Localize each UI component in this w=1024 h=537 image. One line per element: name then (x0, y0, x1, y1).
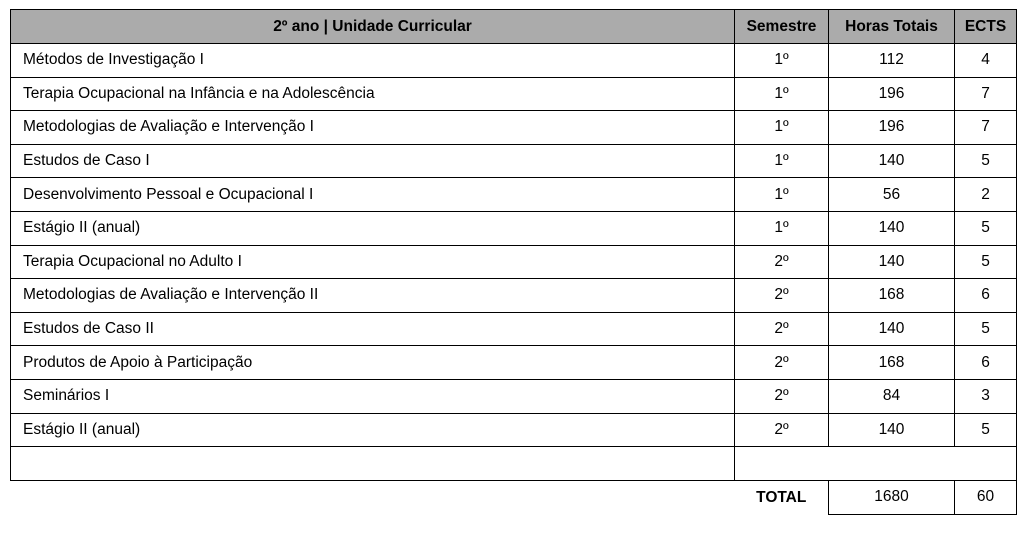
semester-cell: 2º (735, 279, 829, 313)
course-name-cell: Terapia Ocupacional na Infância e na Adolescência (11, 77, 735, 111)
course-name-cell: Terapia Ocupacional no Adulto I (11, 245, 735, 279)
semester-cell: 1º (735, 44, 829, 78)
ects-cell: 5 (955, 312, 1017, 346)
semester-cell: 2º (735, 413, 829, 447)
semester-cell: 1º (735, 111, 829, 145)
hours-cell: 140 (829, 245, 955, 279)
course-name-cell: Metodologias de Avaliação e Intervenção I (11, 111, 735, 145)
course-name-cell: Seminários I (11, 379, 735, 413)
blank-cell (11, 447, 735, 481)
semester-cell: 2º (735, 379, 829, 413)
total-label: TOTAL (735, 481, 829, 515)
hours-cell: 168 (829, 279, 955, 313)
header-row (11, 10, 1017, 44)
hours-cell: 140 (829, 312, 955, 346)
total-spacer (11, 481, 735, 515)
ects-cell: 5 (955, 413, 1017, 447)
table-row (11, 44, 1017, 78)
hours-cell: 112 (829, 44, 955, 78)
table-row (11, 178, 1017, 212)
semester-cell: 2º (735, 245, 829, 279)
course-name-cell: Produtos de Apoio à Participação (11, 346, 735, 380)
table-row (11, 111, 1017, 145)
table-row (11, 413, 1017, 447)
ects-cell: 7 (955, 77, 1017, 111)
ects-cell: 7 (955, 111, 1017, 145)
table-body (11, 44, 1017, 447)
header-course: 2º ano | Unidade Curricular (11, 10, 735, 44)
course-name-cell: Métodos de Investigação I (11, 44, 735, 78)
table-row (11, 279, 1017, 313)
header-hours: Horas Totais (829, 10, 955, 44)
table-row (11, 346, 1017, 380)
course-name-cell: Estudos de Caso I (11, 144, 735, 178)
ects-cell: 2 (955, 178, 1017, 212)
table-row (11, 211, 1017, 245)
semester-cell: 1º (735, 144, 829, 178)
hours-cell: 140 (829, 413, 955, 447)
ects-cell: 3 (955, 379, 1017, 413)
course-name-cell: Metodologias de Avaliação e Intervenção II (11, 279, 735, 313)
hours-cell: 140 (829, 144, 955, 178)
ects-cell: 5 (955, 144, 1017, 178)
header-semester: Semestre (735, 10, 829, 44)
blank-row (11, 447, 1017, 481)
hours-cell: 196 (829, 111, 955, 145)
ects-cell: 4 (955, 44, 1017, 78)
curriculum-table (10, 9, 1017, 515)
semester-cell: 1º (735, 77, 829, 111)
course-name-cell: Desenvolvimento Pessoal e Ocupacional I (11, 178, 735, 212)
table-row (11, 77, 1017, 111)
table-row (11, 379, 1017, 413)
hours-cell: 168 (829, 346, 955, 380)
curriculum-table-container (10, 9, 1017, 515)
semester-cell: 1º (735, 178, 829, 212)
semester-cell: 1º (735, 211, 829, 245)
course-name-cell: Estudos de Caso II (11, 312, 735, 346)
header-ects: ECTS (955, 10, 1017, 44)
total-hours: 1680 (829, 481, 955, 515)
table-row (11, 245, 1017, 279)
hours-cell: 140 (829, 211, 955, 245)
course-name-cell: Estágio II (anual) (11, 413, 735, 447)
ects-cell: 5 (955, 245, 1017, 279)
total-row (11, 481, 1017, 515)
table-row (11, 144, 1017, 178)
hours-cell: 196 (829, 77, 955, 111)
table-row (11, 312, 1017, 346)
semester-cell: 2º (735, 312, 829, 346)
course-name-cell: Estágio II (anual) (11, 211, 735, 245)
hours-cell: 56 (829, 178, 955, 212)
ects-cell: 5 (955, 211, 1017, 245)
hours-cell: 84 (829, 379, 955, 413)
blank-cell (735, 447, 1017, 481)
ects-cell: 6 (955, 279, 1017, 313)
total-ects: 60 (955, 481, 1017, 515)
semester-cell: 2º (735, 346, 829, 380)
ects-cell: 6 (955, 346, 1017, 380)
